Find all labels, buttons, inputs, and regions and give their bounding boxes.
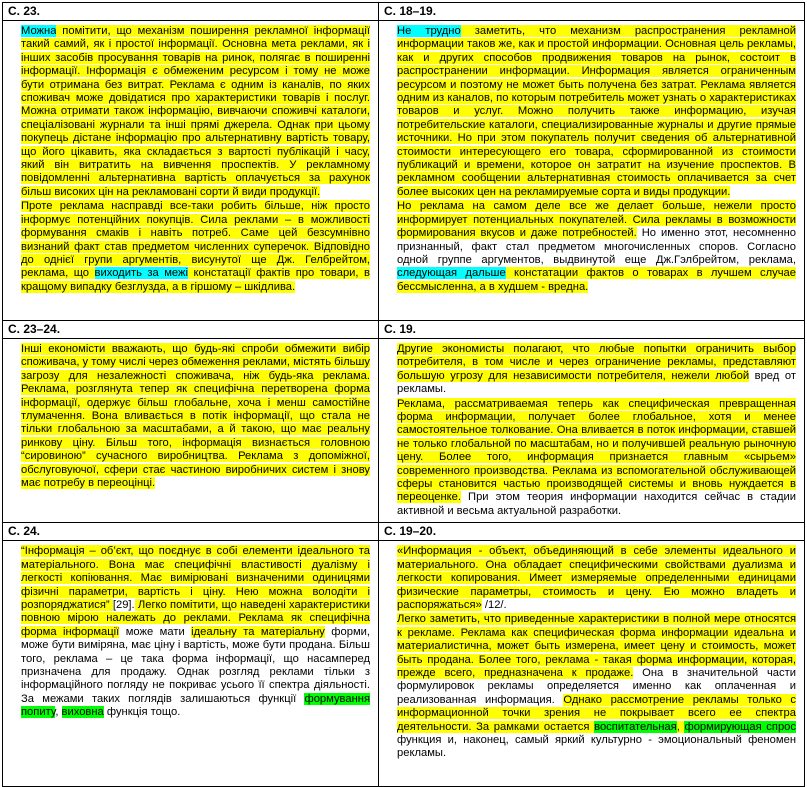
section-text-row (3, 339, 805, 523)
text-run: може мати (119, 625, 192, 638)
paragraph (21, 25, 370, 199)
text-run: /12/. (481, 598, 507, 611)
section-text-row (3, 21, 805, 321)
text-run: функція тощо. (103, 706, 181, 719)
highlight-cyan: Можна (21, 25, 57, 37)
page-ref-ukrainian: С. 23–24. (3, 321, 379, 339)
russian-text-cell (379, 339, 805, 523)
paragraph (397, 398, 796, 519)
page-ref-russian: С. 19. (379, 321, 805, 339)
paragraph (397, 25, 796, 199)
highlight-yellow: , (676, 720, 685, 733)
section-text-row (3, 541, 805, 787)
text-run: , (55, 706, 62, 719)
highlight-cyan: виходить за межі (94, 267, 188, 280)
highlight-green: виховна (61, 706, 104, 719)
page-ref-ukrainian: С. 23. (3, 3, 379, 21)
highlight-cyan: следующая дальше (397, 267, 506, 280)
highlight-yellow: ідеальну та матеріальну (191, 625, 325, 638)
highlight-yellow: Однако рассмотрение рекламы только с информационной точки зрения не покрывает всего ее спектра деятельности. За рамками остается (397, 693, 796, 733)
highlight-green: формирующая спрос (684, 720, 796, 733)
comparison-table-body (3, 3, 805, 787)
ukrainian-text-cell (3, 541, 379, 787)
section-header-row (3, 3, 805, 21)
text-run: Но именно этот, несомненно признанный, факт стал предметом многочисленных споров. Согласно одной группе аргументов, выдвинутой еще Дж.Гэлбрейтом, реклама, (397, 227, 797, 266)
text-run: При этом теория информации находится сейчас в стадии активной и весьма актуальной разработки. (397, 491, 796, 517)
highlight-yellow: Легко заметить, что приведенные характеристики в полной мере относятся к рекламе. Реклама как специфическая форма информации идеальна и материалистична, может быть измерена, имеет цену и стоимость, может быть продана. Более того, реклама - такая форма информации, которая, прежде всего, предназначена к продаже. (397, 613, 796, 679)
highlight-yellow: заметить, что механизм распространения рекламной информации таков же, как и простой информации. Основная цель рекламы, как и других способов продвижения товаров на рынок, состоит в распространении информации. Информация является ограниченным ресурсом и поэтому не может быть получена без затрат. Реклама является одним из каналов, по которым потребитель может узнать о характеристиках товаров и услуг. Можно получить также информацию, изучая потребительские каталоги, специализированные журналы и другие прямые источники. Но при этом покупатель получит сведения об альтернативной стоимости интересующего его товара, сформированной из стоимости публикаций и времени, которое он затратит на изучение проспектов. В рекламном сообщении альтернативная стоимость оплачивается за счет более высоких цен на рекламируемые сорта и виды продукции. (397, 25, 797, 198)
highlight-cyan: Не трудно (397, 25, 461, 37)
text-run: таких поглядів залишаються функції (83, 692, 305, 705)
text-run: Она в значительной части формулировок рекламы определяется именно как оплаченная и реализованная информация. (397, 666, 796, 706)
paragraph (397, 200, 796, 294)
text-run: функция и, наконец, самый яркий культурно - эмоциональный феномен рекламы. (397, 733, 796, 760)
highlight-yellow: Реклама, рассматриваемая теперь как специфическая превращенная форма информации, получает более глобальное, хотя и менее самостоятельное толкование. Она вливается в поток информации, ставшей не только глобальной по масштабам, но и получившей реальную рыночную цену. Более того, информация признается главным «сырьем» современного производства. Реклама из вспомогательной обслуживающей сферы становится частью производящей системы и вновь нуждается в переоценке. (397, 397, 796, 504)
page-ref-russian: С. 18–19. (379, 3, 805, 21)
section-header-row (3, 321, 805, 339)
highlight-green: воспитательная (594, 720, 677, 733)
ukrainian-text-cell (3, 21, 379, 321)
paragraph (21, 343, 370, 490)
highlight-yellow: “Інформація – об’єкт, що поєднує в собі елементи ідеального та матеріального. Вона має специфічні властивості дуалізму і легкості копіювання. Має вимірювані визначеними одиницями фізичні параметри, вартість і ціну. Нею можна володіти і розпоряджатися” (21, 545, 370, 611)
paragraph (21, 545, 370, 719)
russian-text-cell (379, 541, 805, 787)
page-ref-ukrainian: С. 24. (3, 523, 379, 541)
highlight-yellow: Легко помітити, що наведені характеристики повною мірою належать до реклами. Реклама як специфічна форма інформації (21, 598, 370, 638)
highlight-yellow: помітити, що механізм поширення рекламної інформації такий самий, як і простої інформації. Основна мета реклами, як і інших засобів просування товарів на ринок, полягає в поширенні інформації. Інформація є обмеженим ресурсом і тому не може бути отримана без витрат. Реклама є одним із каналів, по яких споживач може довідатися про характеристики товарів і послуг. Можна отримати також інформацію, вивчаючи споживчі каталоги, спеціалізовані журнали та інші прямі джерела. Однак при цьому покупець дістане інформацію про альтернативну вартість товару, що його цікавить, яка складається з вартості публікацій і часу, який він витратить на вивчення проспектів. У рекламному повідомленні альтернативна вартість оплачується за рахунок більш високих цін на рекламовані сорти й види продукції. (21, 25, 370, 198)
russian-text-cell (379, 21, 805, 321)
paragraph (21, 200, 370, 294)
text-run: [29]. (112, 598, 135, 611)
highlight-yellow: Другие экономисты полагают, что любые попытки ограничить выбор потребителя, в том числе и через ограничение рекламы, представляют большую угрозу для независимости потребителя, нежели любой (397, 343, 796, 382)
text-run: вред от рекламы. (397, 369, 796, 396)
highlight-yellow: констатації фактів про товари, в кращому випадку безглузда, а в гіршому – шкідлива. (21, 267, 370, 293)
paragraph (397, 613, 796, 760)
paragraph (397, 545, 796, 612)
page-ref-russian: С. 19–20. (379, 523, 805, 541)
ukrainian-text-cell (3, 339, 379, 523)
highlight-yellow: Но реклама на самом деле все же делает больше, нежели просто информирует потенциальных покупателей. Сила рекламы в возможности формирования вкусов и даже потребностей. (397, 200, 796, 240)
highlight-yellow: констатации фактов о товарах в лучшем случае бессмысленна, а в худшем - вредна. (397, 267, 796, 293)
highlight-yellow: «Информация - объект, объединяющий в себе элементы идеального и материального. Она обладает специфическими свойствами дуализма и легкости копирования. Имеет измеряемые определенными единицами физические параметры, стоимость и цену. Ею можно владеть и распоряжаться» (397, 545, 796, 611)
comparison-table (2, 2, 805, 787)
highlight-yellow: Інші економісти вважають, що будь-які спроби обмежити вибір споживача, у тому числі через обмеження реклами, містять більшу загрозу для незалежності споживача, ніж будь-яка реклама. Реклама, розглянута тепер як специфічна перетворена форма інформації, одержує більш глобальне, хоча і менш самостійне тлумачення. Вона вливається в потік інформації, що стала не тільки глобальною за масштабами, а й такою, що має реальну ринкову ціну. Більш того, інформація визнається головною “сировиною” сучасного виробництва. Реклама з допоміжної, обслуговуючої, сфери стає частиною виробничих систем і знову має потребу в переоцінці. (21, 343, 370, 490)
highlight-yellow: Проте реклама насправді все-таки робить більше, ніж просто інформує потенційних покупців. Сила реклами – в можливості формування смаків і навіть потреб. Саме цей безсумнівно визнаний факт став предметом численних суперечок. Відповідно до однієї групи аргументів, висунутої ще Дж. Гелбрейтом, реклама, що (21, 200, 370, 280)
highlight-green: формування попиту (21, 692, 370, 719)
paragraph (397, 343, 796, 397)
section-header-row (3, 523, 805, 541)
text-run: форми, може бути виміряна, має ціну і вартість, може бути продана. Більш того, реклама – це така форма інформації, що насамперед призначена для продажу. Однак розгляд реклами тільки з інформаційного погляду не покриває усього її спектра діяльності. За межами (21, 625, 370, 705)
